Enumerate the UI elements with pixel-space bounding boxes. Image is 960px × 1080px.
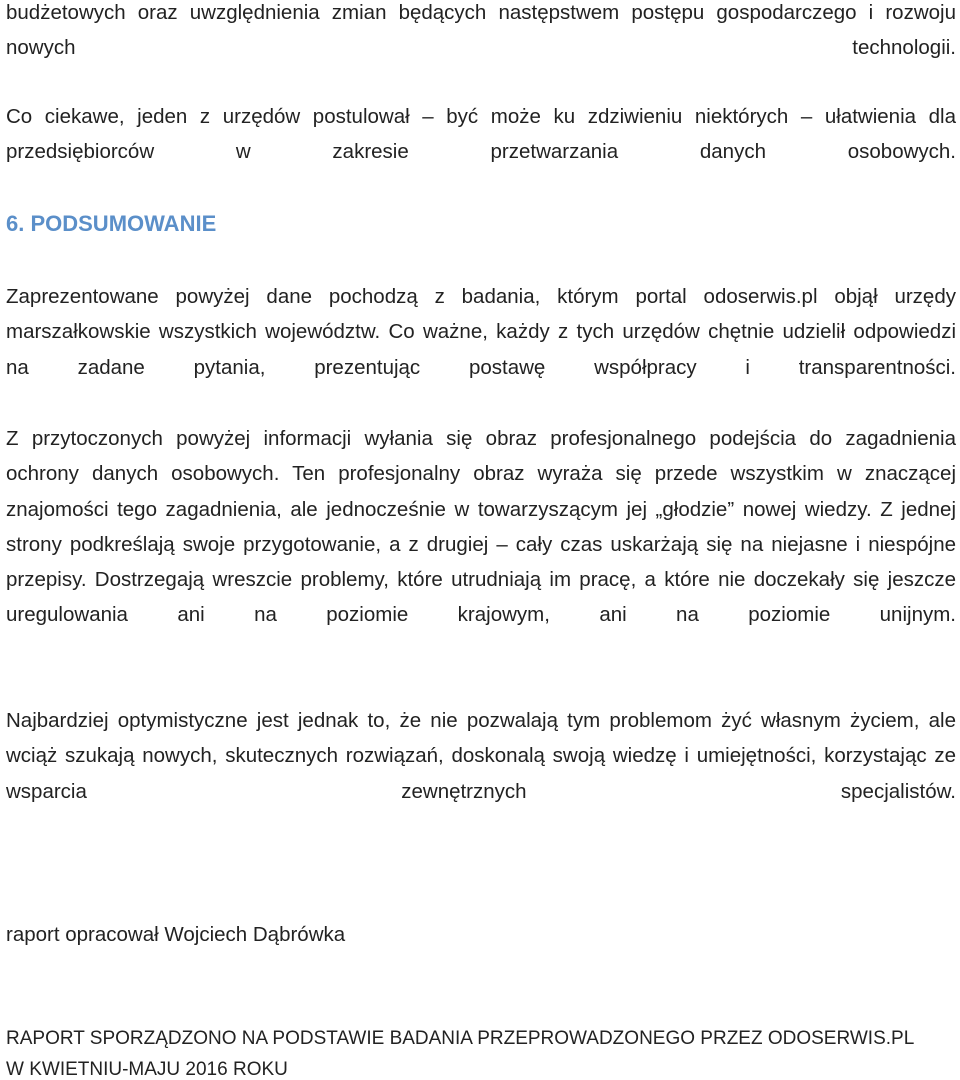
- summary-paragraph: Zaprezentowane powyżej dane pochodzą z badania, którym portal odoserwis.pl objął urzędy marszałkowskie wszystkich województw. Co ważne, każdy z tych urzędów chętnie udzielił odpowiedzi na zadane pytania, prezentując postawę współpracy i transparentności.: [6, 285, 956, 379]
- intro-fragment-paragraph: budżetowych oraz uwzględnienia zmian będących następstwem postępu gospodarczego i rozwoju nowych technologii.: [6, 1, 956, 60]
- intro-paragraph: Co ciekawe, jeden z urzędów postulował – być może ku zdziwieniu niektórych – ułatwienia dla przedsiębiorców w zakresie przetwarzania danych osobowych.: [6, 105, 956, 164]
- summary-paragraph: Z przytoczonych powyżej informacji wyłania się obraz profesjonalnego podejścia do zagadnienia ochrony danych osobowych. Ten profesjonalny obraz wyraża się przede wszystkim w znaczącej znajomości tego zagadnienia, ale jednocześnie w towarzyszącym jej „głodzie” nowej wiedzy. Z jednej strony podkreślają swoje przygotowanie, a z drugiej – cały czas uskarżają się na niejasne i niespójne przepisy. Dostrzegają wreszcie problemy, które utrudniają im pracę, a które nie doczekały się jeszcze uregulowania ani na poziomie krajowym, ani na poziomie unijnym.: [6, 427, 956, 627]
- footer-line: W KWIETNIU-MAJU 2016 ROKU: [6, 1059, 288, 1080]
- footer-line: RAPORT SPORZĄDZONO NA PODSTAWIE BADANIA PRZEPROWADZONEGO PRZEZ ODOSERWIS.PL: [6, 1028, 915, 1049]
- author-line: raport opracował Wojciech Dąbrówka: [6, 923, 346, 946]
- section-heading: 6. PODSUMOWANIE: [6, 211, 217, 236]
- summary-paragraph: Najbardziej optymistyczne jest jednak to, że nie pozwalają tym problemom żyć własnym życiem, ale wciąż szukają nowych, skutecznych rozwiązań, doskonalą swoją wiedzę i umiejętności, korzystając ze wsparcia zewnętrznych specjalistów.: [6, 709, 956, 803]
